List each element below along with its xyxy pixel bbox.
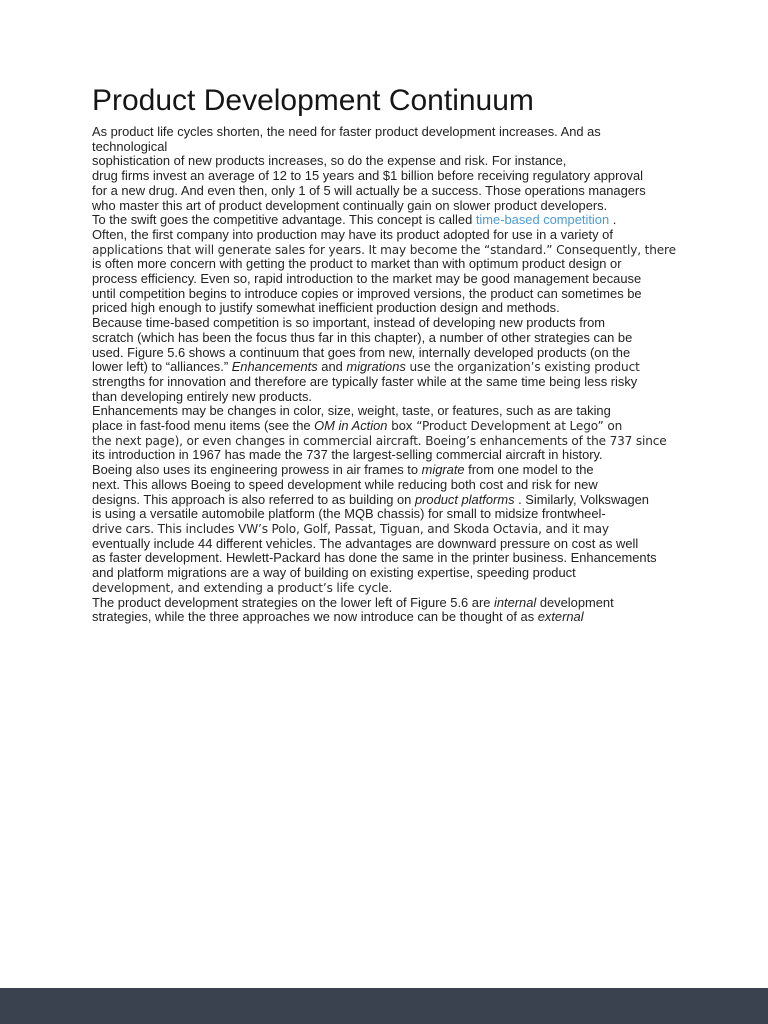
- text-run: development, and extending a product’s life cycle.: [92, 580, 393, 595]
- text-run: and platform migrations are a way of building on existing expertise, speeding product: [92, 565, 576, 581]
- text-line: [92, 301, 682, 316]
- text-line: [92, 404, 682, 419]
- text-line: [92, 493, 682, 508]
- text-run: external: [537, 609, 584, 625]
- document-body: [92, 125, 682, 625]
- text-line: [92, 199, 682, 214]
- text-line: [92, 331, 682, 346]
- viewer-footer-bar: [0, 988, 768, 1024]
- text-line: [92, 228, 682, 243]
- text-line: [92, 287, 682, 302]
- text-line: [92, 213, 682, 228]
- text-run: the next page), or even changes in commercial aircraft. Boeing’s enhancements of the 737 since: [92, 433, 667, 448]
- text-run: To the swift goes the competitive advantage. This concept is called: [92, 212, 476, 228]
- time-based-competition-link[interactable]: time-based competition: [475, 212, 610, 228]
- text-run: internal: [493, 594, 537, 610]
- text-run: drug firms invest an average of 12 to 15 years and $1 billion before receiving regulatory approval: [92, 168, 644, 184]
- text-run: box “Product Development at Lego” on: [387, 419, 623, 434]
- text-line: [92, 169, 682, 184]
- text-line: [92, 125, 682, 140]
- text-run: priced high enough to justify somewhat inefficient production design and methods.: [92, 300, 560, 316]
- text-line: [92, 346, 682, 361]
- text-run: from one model to the: [464, 462, 594, 478]
- text-run: use the organization’s existing product: [405, 360, 640, 375]
- text-run: is using a versatile automobile platform (the MQB chassis) for small to midsize frontwheel-: [92, 506, 606, 522]
- text-line: [92, 272, 682, 287]
- text-run: than developing entirely new products.: [92, 388, 312, 404]
- text-line: [92, 478, 682, 493]
- text-line: [92, 257, 682, 272]
- text-run: OM in Action: [314, 418, 388, 434]
- text-run: development: [536, 594, 614, 610]
- text-line: [92, 140, 682, 155]
- text-run: its introduction in 1967 has made the 737 the largest-selling commercial aircraft in history.: [92, 447, 603, 463]
- text-line: [92, 581, 682, 596]
- text-run: sophistication of new products increases, so do the expense and risk. For instance,: [92, 153, 567, 169]
- text-run: Enhancements may be changes in color, size, weight, taste, or features, such as are taking: [92, 403, 611, 419]
- text-run: . Similarly, Volkswagen: [514, 491, 649, 507]
- text-line: [92, 507, 682, 522]
- text-line: [92, 375, 682, 390]
- text-line: [92, 463, 682, 478]
- text-run: Enhancements: [231, 359, 318, 375]
- text-line: [92, 551, 682, 566]
- text-run: is often more concern with getting the product to market than with optimum product design or: [92, 256, 622, 272]
- text-run: place in fast-food menu items (see the: [92, 418, 315, 434]
- text-run: Often, the first company into production may have its product adopted for use in a variety of: [92, 226, 613, 242]
- text-run: as faster development. Hewlett-Packard has done the same in the printer business. Enhancements: [92, 550, 657, 566]
- text-line: [92, 596, 682, 611]
- text-line: [92, 360, 682, 375]
- text-run: applications that will generate sales for years. It may become the “standard.” Consequently, there: [92, 242, 676, 257]
- text-line: [92, 316, 682, 331]
- text-run: used. Figure 5.6 shows a continuum that goes from new, internally developed products (on the: [92, 344, 631, 360]
- text-run: Because time-based competition is so important, instead of developing new products from: [92, 315, 606, 331]
- text-run: product platforms: [414, 491, 515, 507]
- text-run: drive cars. This includes VW’s Polo, Golf, Passat, Tiguan, and Skoda Octavia, and it may: [92, 521, 609, 536]
- text-run: migrations: [346, 359, 406, 375]
- text-line: [92, 610, 682, 625]
- text-run: The product development strategies on the lower left of Figure 5.6 are: [92, 594, 494, 610]
- text-line: [92, 243, 682, 258]
- text-run: eventually include 44 different vehicles. The advantages are downward pressure on cost as well: [92, 535, 639, 551]
- text-line: [92, 184, 682, 199]
- text-run: As product life cycles shorten, the need for faster product development increases. And as: [92, 124, 601, 139]
- text-line: [92, 390, 682, 405]
- text-run: Boeing also uses its engineering prowess in air frames to: [92, 462, 422, 478]
- text-line: [92, 522, 682, 537]
- text-run: process efficiency. Even so, rapid introduction to the market may be good management because: [92, 271, 642, 287]
- text-run: strengths for innovation and therefore are typically faster while at the same time being less risky: [92, 373, 638, 389]
- text-run: and: [317, 359, 347, 375]
- text-line: [92, 154, 682, 169]
- text-line: [92, 419, 682, 434]
- document-title: Product Development Continuum: [92, 84, 534, 117]
- text-run: who master this art of product development continually gain on slower product developers.: [92, 197, 608, 213]
- text-run: .: [609, 212, 617, 228]
- text-run: migrate: [421, 462, 465, 478]
- text-run: strategies, while the three approaches we now introduce can be thought of as: [92, 609, 538, 625]
- text-line: [92, 537, 682, 552]
- text-run: technological: [92, 138, 168, 154]
- text-run: lower left) to “alliances.”: [92, 359, 232, 375]
- text-run: for a new drug. And even then, only 1 of 5 will actually be a success. Those operations managers: [92, 182, 646, 198]
- text-line: [92, 448, 682, 463]
- text-line: [92, 566, 682, 581]
- text-run: next. This allows Boeing to speed development while reducing both cost and risk for new: [92, 476, 598, 492]
- text-line: [92, 434, 682, 449]
- text-run: until competition begins to introduce copies or improved versions, the product can sometimes be: [92, 285, 642, 301]
- text-run: scratch (which has been the focus thus far in this chapter), a number of other strategies can be: [92, 329, 633, 345]
- text-run: designs. This approach is also referred to as building on: [92, 491, 415, 507]
